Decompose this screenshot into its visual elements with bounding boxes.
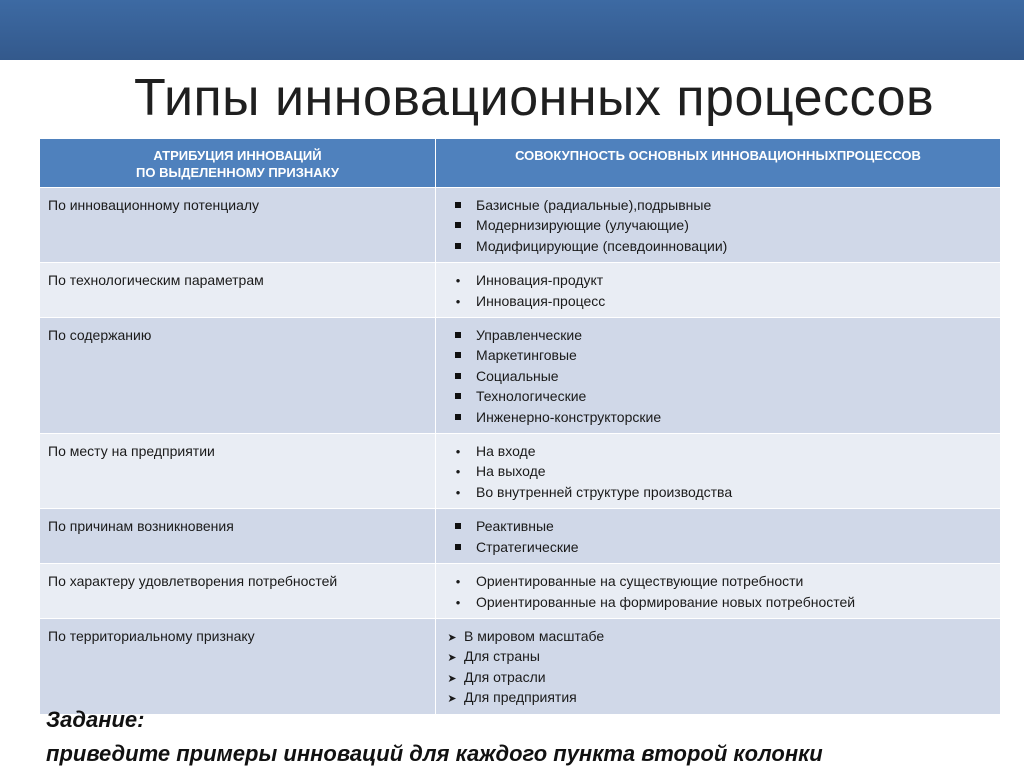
header-attribute-line1: АТРИБУЦИЯ ИННОВАЦИЙ <box>153 148 322 163</box>
list-item: ➤ Для страны <box>444 646 992 666</box>
square-bullet-icon <box>448 215 468 235</box>
list-item: • Ориентированные на существующие потребности <box>444 571 992 591</box>
row-items <box>436 509 1001 564</box>
square-bullet-icon <box>448 236 468 256</box>
table-row <box>40 318 1001 434</box>
list-item: Модернизирующие (улучающие) <box>444 215 992 235</box>
row-items <box>436 318 1001 434</box>
task-label: Задание: <box>46 707 145 732</box>
square-bullet-icon <box>448 516 468 536</box>
list-item: Реактивные <box>444 516 992 536</box>
bullet-dot-icon <box>448 461 468 482</box>
row-attribute: По содержанию <box>40 318 436 434</box>
row-items <box>436 434 1001 509</box>
row-items <box>436 618 1001 714</box>
square-bullet-icon <box>448 407 468 427</box>
list-item: • Инновация-процесс <box>444 291 992 311</box>
list-item: Маркетинговые <box>444 345 992 365</box>
bullet-dot-icon <box>448 291 468 312</box>
table-row <box>40 263 1001 318</box>
row-attribute: По характеру удовлетворения потребностей <box>40 564 436 619</box>
row-attribute: По инновационному потенциалу <box>40 188 436 263</box>
bullet-dot-icon <box>448 592 468 613</box>
list-item: • На входе <box>444 441 992 461</box>
task-block <box>46 703 1006 771</box>
innovation-types-table <box>39 138 1001 715</box>
list-item: • На выходе <box>444 461 992 481</box>
table-header-row <box>40 139 1001 188</box>
header-processes: СОВОКУПНОСТЬ ОСНОВНЫХ ИННОВАЦИОННЫХПРОЦЕССОВ <box>436 139 1001 188</box>
square-bullet-icon <box>448 537 468 557</box>
slide-title: Типы инновационных процессов <box>134 69 935 127</box>
list-item: Модифицирующие (псевдоинновации) <box>444 236 992 256</box>
list-item: Инженерно-конструкторские <box>444 407 992 427</box>
list-item: ➤ Для отрасли <box>444 667 992 687</box>
list-item: • Во внутренней структуре производства <box>444 482 992 502</box>
list-item: Базисные (радиальные),подрывные <box>444 195 992 215</box>
row-attribute: По технологическим параметрам <box>40 263 436 318</box>
bullet-dot-icon <box>448 571 468 592</box>
arrow-bullet-icon <box>444 667 460 689</box>
header-attribute <box>40 139 436 188</box>
table-row <box>40 434 1001 509</box>
list-item: ➤ В мировом масштабе <box>444 626 992 646</box>
row-items <box>436 188 1001 263</box>
row-attribute: По территориальному признаку <box>40 618 436 714</box>
table-row <box>40 188 1001 263</box>
table-row <box>40 618 1001 714</box>
square-bullet-icon <box>448 345 468 365</box>
row-attribute: По причинам возникновения <box>40 509 436 564</box>
task-text: приведите примеры инноваций для каждого пункта второй колонки <box>46 741 823 766</box>
list-item: Стратегические <box>444 537 992 557</box>
list-item: • Инновация-продукт <box>444 270 992 290</box>
list-item: Управленческие <box>444 325 992 345</box>
square-bullet-icon <box>448 195 468 215</box>
square-bullet-icon <box>448 325 468 345</box>
list-item: • Ориентированные на формирование новых потребностей <box>444 592 992 612</box>
table-row <box>40 509 1001 564</box>
top-banner <box>0 0 1024 60</box>
list-item: ➤ Для предприятия <box>444 687 992 707</box>
row-items <box>436 263 1001 318</box>
list-item: Технологические <box>444 386 992 406</box>
header-attribute-line2: ПО ВЫДЕЛЕННОМУ ПРИЗНАКУ <box>136 165 339 180</box>
table-row <box>40 564 1001 619</box>
square-bullet-icon <box>448 386 468 406</box>
square-bullet-icon <box>448 366 468 386</box>
bullet-dot-icon <box>448 482 468 503</box>
bullet-dot-icon <box>448 441 468 462</box>
row-items <box>436 564 1001 619</box>
list-item: Социальные <box>444 366 992 386</box>
arrow-bullet-icon <box>444 626 460 648</box>
arrow-bullet-icon <box>444 646 460 668</box>
bullet-dot-icon <box>448 270 468 291</box>
row-attribute: По месту на предприятии <box>40 434 436 509</box>
